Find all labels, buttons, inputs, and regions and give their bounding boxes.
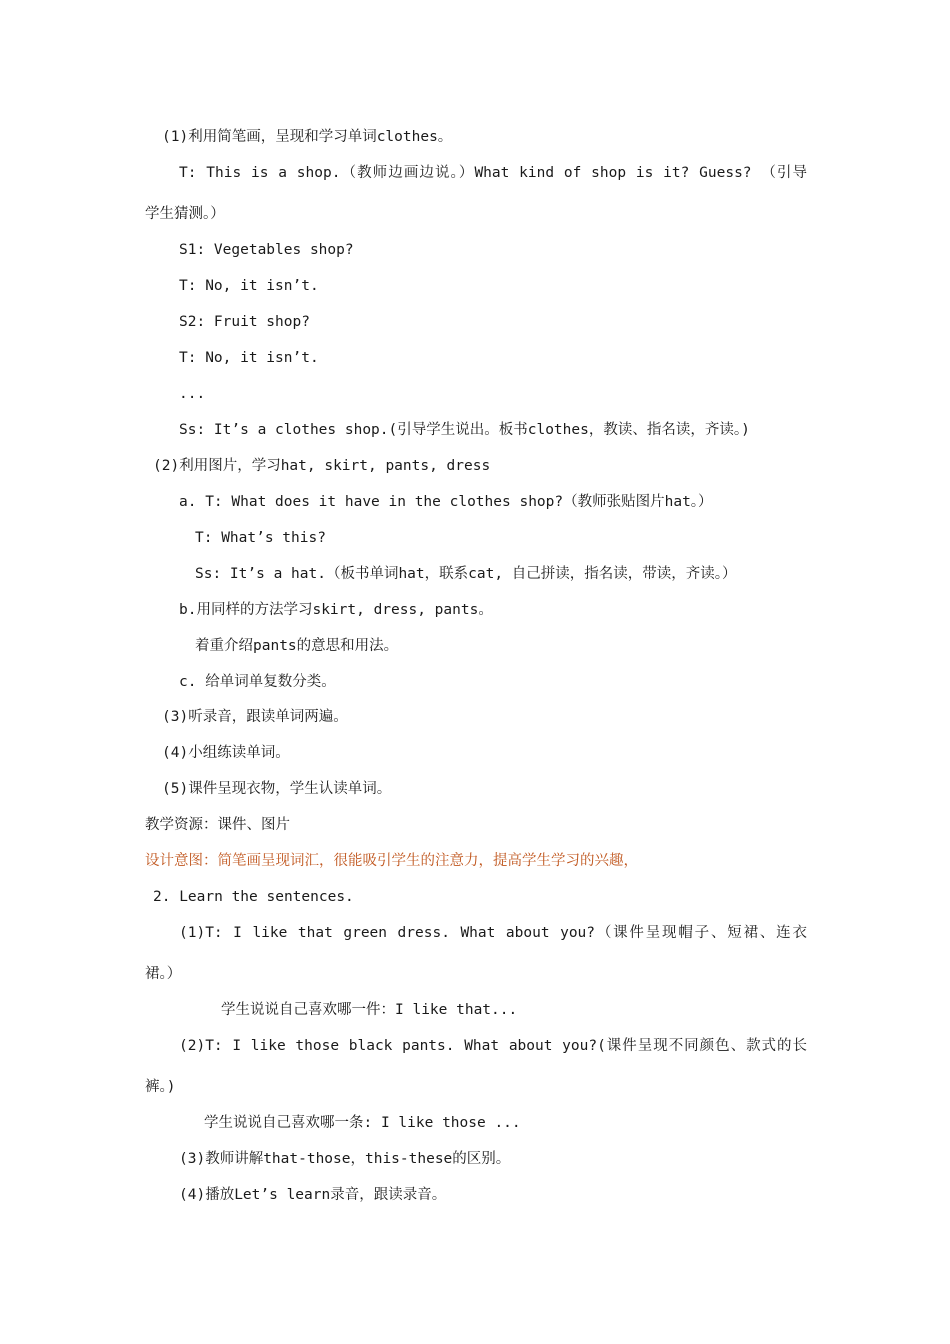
step-1-heading: (1)利用简笔画，呈现和学习单词clothes。 bbox=[162, 129, 453, 145]
design-intent: 设计意图：简笔画呈现词汇，很能吸引学生的注意力，提高学生学习的兴趣， bbox=[145, 853, 638, 869]
step-2-heading: (2)利用图片，学习hat, skirt, pants, dress bbox=[153, 458, 491, 474]
student-response: 学生说说自己喜欢哪一件：I like that... bbox=[221, 1002, 518, 1018]
sentence-step-1: (1)T: I like that green dress. What about you?（课件呈现帽子、短裙、连衣 bbox=[179, 925, 807, 941]
sentence-step-4: (4)播放Let’s learn录音，跟读录音。 bbox=[179, 1187, 447, 1203]
step-4: (4)小组练读单词。 bbox=[162, 745, 290, 761]
sentence-step-3: (3)教师讲解that-those，this-these的区别。 bbox=[179, 1151, 511, 1167]
sub-step-b: b.用同样的方法学习skirt, dress, pants。 bbox=[179, 602, 493, 618]
section-2-heading: 2. Learn the sentences. bbox=[153, 889, 354, 905]
dialogue-line: T: No, it isn’t. bbox=[179, 278, 319, 294]
student-response: 学生说说自己喜欢哪一条: I like those ... bbox=[204, 1115, 521, 1131]
dialogue-line-continued: 学生猜测。） bbox=[145, 206, 225, 222]
dialogue-line: T: This is a shop.（教师边画边说。）What kind of shop is it? Guess? （引导 bbox=[179, 165, 807, 181]
dialogue-line: T: No, it isn’t. bbox=[179, 350, 319, 366]
dialogue-line: T: What’s this? bbox=[195, 530, 326, 546]
step-3: (3)听录音，跟读单词两遍。 bbox=[162, 709, 348, 725]
dialogue-line: Ss: It’s a hat.（板书单词hat，联系cat, 自己拼读，指名读，带读，齐读。） bbox=[195, 566, 737, 582]
sub-step-c: c. 给单词单复数分类。 bbox=[179, 674, 336, 690]
teaching-resources: 教学资源：课件、图片 bbox=[145, 817, 290, 833]
step-5: (5)课件呈现衣物，学生认读单词。 bbox=[162, 781, 392, 797]
dialogue-line: S2: Fruit shop? bbox=[179, 314, 310, 330]
dialogue-line: Ss: It’s a clothes shop.(引导学生说出。板书clothes，教读、指名读，齐读。) bbox=[179, 422, 750, 438]
note-line: 着重介绍pants的意思和用法。 bbox=[195, 638, 399, 654]
sentence-step-2-continued: 裤。) bbox=[145, 1079, 176, 1095]
sentence-step-2: (2)T: I like those black pants. What about you?(课件呈现不同颜色、款式的长 bbox=[179, 1038, 807, 1054]
sentence-step-1-continued: 裙。） bbox=[145, 966, 182, 982]
dialogue-line: S1: Vegetables shop? bbox=[179, 242, 354, 258]
ellipsis-line: ... bbox=[179, 386, 206, 402]
sub-step-a: a. T: What does it have in the clothes shop?（教师张贴图片hat。） bbox=[179, 494, 713, 510]
